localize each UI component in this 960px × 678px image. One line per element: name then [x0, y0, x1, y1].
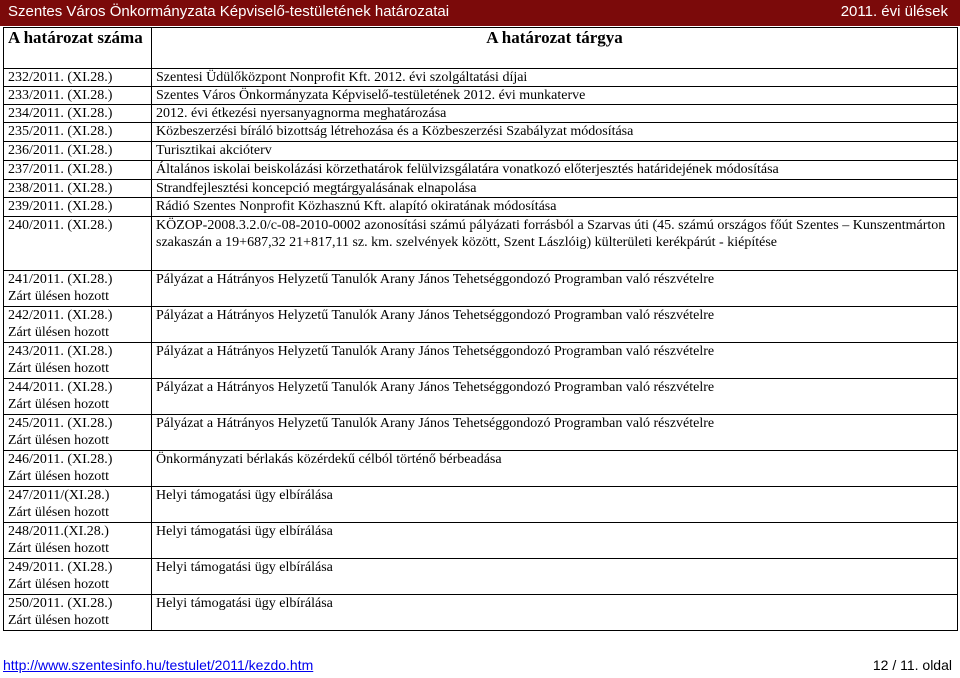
- table-row: [4, 559, 958, 595]
- closed-session-note: Zárt ülésen hozott: [8, 469, 110, 484]
- closed-session-note: Zárt ülésen hozott: [8, 433, 110, 448]
- page-counter: 12 / 11. oldal: [872, 657, 952, 673]
- table-header-row: [4, 28, 958, 69]
- table-row: [4, 142, 958, 161]
- resolution-number: 242/2011. (XI.28.): [8, 308, 113, 323]
- header-year: 2011. évi ülések: [840, 3, 948, 20]
- resolution-subject: Pályázat a Hátrányos Helyzetű Tanulók Arany János Tehetséggondozó Programban való részvételre: [152, 343, 958, 379]
- resolution-number: 243/2011. (XI.28.): [8, 344, 113, 359]
- closed-session-note: Zárt ülésen hozott: [8, 613, 110, 628]
- resolution-number: 246/2011. (XI.28.): [8, 452, 113, 467]
- resolution-number-cell: [4, 217, 152, 271]
- table-row: [4, 595, 958, 631]
- resolution-subject: 2012. évi étkezési nyersanyagnorma meghatározása: [152, 105, 958, 123]
- table-row: [4, 123, 958, 142]
- resolution-number: 247/2011/(XI.28.): [8, 488, 110, 503]
- resolution-number-cell: [4, 307, 152, 343]
- resolution-subject: Pályázat a Hátrányos Helyzetű Tanulók Arany János Tehetséggondozó Programban való részvételre: [152, 307, 958, 343]
- resolution-number-cell: [4, 379, 152, 415]
- resolution-number: 238/2011. (XI.28.): [8, 181, 113, 196]
- resolution-subject: Rádió Szentes Nonprofit Közhasznú Kft. alapító okiratának módosítása: [152, 198, 958, 217]
- resolution-subject: Pályázat a Hátrányos Helyzetű Tanulók Arany János Tehetséggondozó Programban való részvételre: [152, 271, 958, 307]
- closed-session-note: Zárt ülésen hozott: [8, 289, 110, 304]
- resolution-number: 232/2011. (XI.28.): [8, 70, 113, 85]
- resolution-subject: Közbeszerzési bíráló bizottság létrehozása és a Közbeszerzési Szabályzat módosítása: [152, 123, 958, 142]
- resolution-subject: Szentes Város Önkormányzata Képviselő-testületének 2012. évi munkaterve: [152, 87, 958, 105]
- resolution-number-cell: [4, 142, 152, 161]
- table-row: [4, 105, 958, 123]
- header-title: Szentes Város Önkormányzata Képviselő-testületének határozatai: [8, 3, 450, 20]
- table-row: [4, 343, 958, 379]
- resolution-number-cell: [4, 523, 152, 559]
- page-header: [0, 0, 960, 26]
- resolution-number-cell: [4, 595, 152, 631]
- resolution-subject: Helyi támogatási ügy elbírálása: [152, 487, 958, 523]
- resolution-number: 249/2011. (XI.28.): [8, 560, 113, 575]
- table-row: [4, 180, 958, 198]
- resolution-number-cell: [4, 87, 152, 105]
- table-row: [4, 379, 958, 415]
- resolution-number: 250/2011. (XI.28.): [8, 596, 113, 611]
- resolution-subject: Strandfejlesztési koncepció megtárgyalásának elnapolása: [152, 180, 958, 198]
- closed-session-note: Zárt ülésen hozott: [8, 361, 110, 376]
- resolution-number-cell: [4, 180, 152, 198]
- closed-session-note: Zárt ülésen hozott: [8, 541, 110, 556]
- resolution-number: 248/2011.(XI.28.): [8, 524, 109, 539]
- closed-session-note: Zárt ülésen hozott: [8, 397, 110, 412]
- resolution-number-cell: [4, 123, 152, 142]
- table-row: [4, 87, 958, 105]
- resolution-subject: Turisztikai akcióterv: [152, 142, 958, 161]
- resolution-subject: Általános iskolai beiskolázási körzethatárok felülvizsgálatára vonatkozó előterjesztés határidejének módosítása: [152, 161, 958, 180]
- resolution-number-cell: [4, 105, 152, 123]
- resolutions-table: [3, 27, 958, 631]
- resolution-number-cell: [4, 198, 152, 217]
- resolution-number-cell: [4, 343, 152, 379]
- table-row: [4, 307, 958, 343]
- resolution-number-cell: [4, 559, 152, 595]
- closed-session-note: Zárt ülésen hozott: [8, 577, 110, 592]
- resolution-subject: Pályázat a Hátrányos Helyzetű Tanulók Arany János Tehetséggondozó Programban való részvételre: [152, 379, 958, 415]
- table-row: [4, 198, 958, 217]
- resolution-number: 239/2011. (XI.28.): [8, 199, 113, 214]
- resolution-subject: KÖZOP-2008.3.2.0/c-08-2010-0002 azonosítási számú pályázati forrásból a Szarvas úti (45. számú országos főút Szentes – Kunszentmárton szakaszán a 19+687,32 21+817,11 sz. km. szelvények között, Szent Lászlóig) külterületi kerékpárút - kiépítése: [152, 217, 958, 271]
- resolution-subject: Helyi támogatási ügy elbírálása: [152, 595, 958, 631]
- resolution-subject: Helyi támogatási ügy elbírálása: [152, 523, 958, 559]
- resolution-number-cell: [4, 271, 152, 307]
- resolution-number-cell: [4, 415, 152, 451]
- resolution-subject: Helyi támogatási ügy elbírálása: [152, 559, 958, 595]
- table-row: [4, 69, 958, 87]
- table-row: [4, 487, 958, 523]
- resolution-number: 240/2011. (XI.28.): [8, 218, 113, 233]
- resolution-subject: Szentesi Üdülőközpont Nonprofit Kft. 2012. évi szolgáltatási díjai: [152, 69, 958, 87]
- resolution-number: 233/2011. (XI.28.): [8, 88, 113, 103]
- table-row: [4, 217, 958, 271]
- resolution-number: 235/2011. (XI.28.): [8, 124, 113, 139]
- resolution-number: 244/2011. (XI.28.): [8, 380, 113, 395]
- table-row: [4, 415, 958, 451]
- resolution-subject: Önkormányzati bérlakás közérdekű célból történő bérbeadása: [152, 451, 958, 487]
- closed-session-note: Zárt ülésen hozott: [8, 505, 110, 520]
- resolution-number: 237/2011. (XI.28.): [8, 162, 113, 177]
- table-row: [4, 271, 958, 307]
- resolution-number-cell: [4, 69, 152, 87]
- resolution-subject: Pályázat a Hátrányos Helyzetű Tanulók Arany János Tehetséggondozó Programban való részvételre: [152, 415, 958, 451]
- closed-session-note: Zárt ülésen hozott: [8, 325, 110, 340]
- resolution-number-cell: [4, 161, 152, 180]
- resolution-number: 236/2011. (XI.28.): [8, 143, 113, 158]
- table-row: [4, 451, 958, 487]
- source-url-link[interactable]: http://www.szentesinfo.hu/testulet/2011/kezdo.htm: [3, 657, 314, 673]
- resolution-number-cell: [4, 451, 152, 487]
- resolution-number: 234/2011. (XI.28.): [8, 106, 113, 121]
- table-row: [4, 161, 958, 180]
- resolution-number: 245/2011. (XI.28.): [8, 416, 113, 431]
- resolution-number-cell: [4, 487, 152, 523]
- column-header-subject: A határozat tárgya: [152, 28, 958, 69]
- column-header-number: A határozat száma: [4, 28, 152, 69]
- table-row: [4, 523, 958, 559]
- resolution-number: 241/2011. (XI.28.): [8, 272, 113, 287]
